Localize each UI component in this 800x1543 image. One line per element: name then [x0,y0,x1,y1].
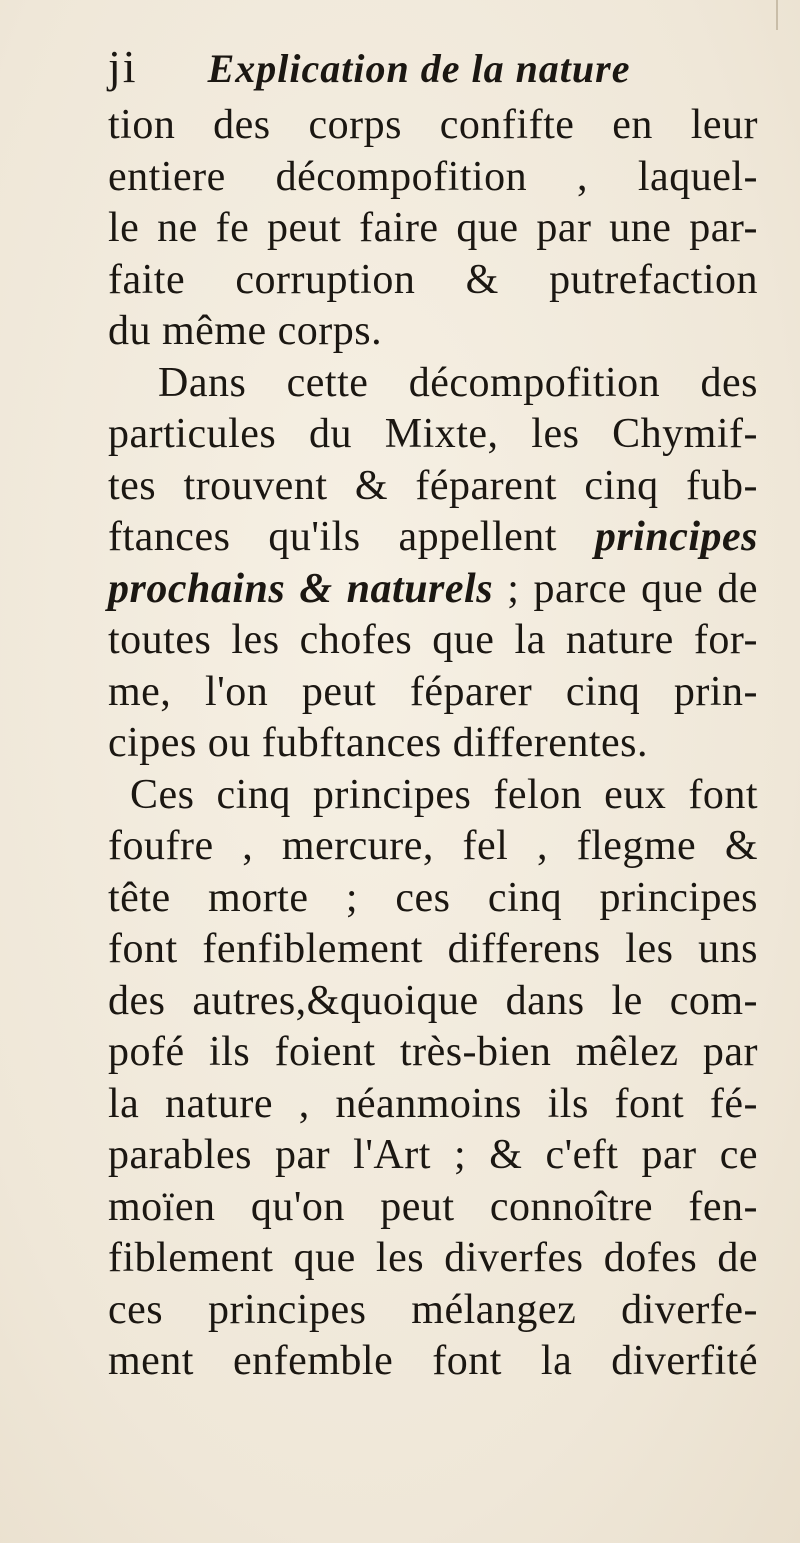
text-line-19: pofé ils foient très-bien mêlez par [108,1029,758,1075]
body-text [108,100,758,1388]
running-head [108,40,760,100]
text-line-4: faite corruption & putrefaction [108,256,758,303]
page-edge-mark [776,0,778,30]
text-line-15: foufre , mercure, fel , flegme & [108,823,758,869]
text-line-17: font fenfiblement differens les uns [108,926,758,972]
text-line-12: me, l'on peut féparer cinq prin- [108,668,758,715]
running-title: Explication de la nature [207,46,631,91]
text-line-3: le ne fe peut faire que par une par- [108,205,758,251]
text-line-23: fiblement que les diverfes dofes de [108,1235,758,1281]
text-line-9-roman: ftances qu'ils appellent [108,514,557,560]
text-line-5: du même corps. [108,308,383,354]
text-line-24: ces principes mélangez diverfe- [108,1286,758,1333]
text-line-2: entiere décompofition , laquel- [108,153,758,200]
text-line-10-roman: ; parce que de [507,565,758,612]
text-line-16: tête morte ; ces cinq principes [108,874,758,921]
text-line-6: Dans cette décompofition des [158,359,758,406]
text-line-1: tion des corps confifte en leur [108,102,758,148]
text-line-10 [108,564,758,616]
text-line-25: ment enfemble font la diverfité [108,1338,758,1384]
text-line-9 [108,512,758,564]
text-line-20: la nature , néanmoins ils font fé- [108,1080,758,1127]
page-number: ji [108,41,138,92]
text-line-11: toutes les chofes que la nature for- [108,617,758,663]
text-line-21: parables par l'Art ; & c'eft par ce [108,1132,758,1178]
text-line-22: moïen qu'on peut connoître fen- [108,1183,758,1230]
text-line-7: particules du Mixte, les Chymif- [108,411,758,457]
text-line-8: tes trouvent & féparent cinq fub- [108,462,758,509]
italic-prochains-naturels: prochains & naturels [108,565,494,612]
text-line-14: Ces cinq principes felon eux font [130,771,758,818]
italic-principes: principes [594,514,758,560]
text-line-18: des autres,&quoique dans le com- [108,977,758,1024]
text-line-13: cipes ou fubftances differentes. [108,720,649,766]
